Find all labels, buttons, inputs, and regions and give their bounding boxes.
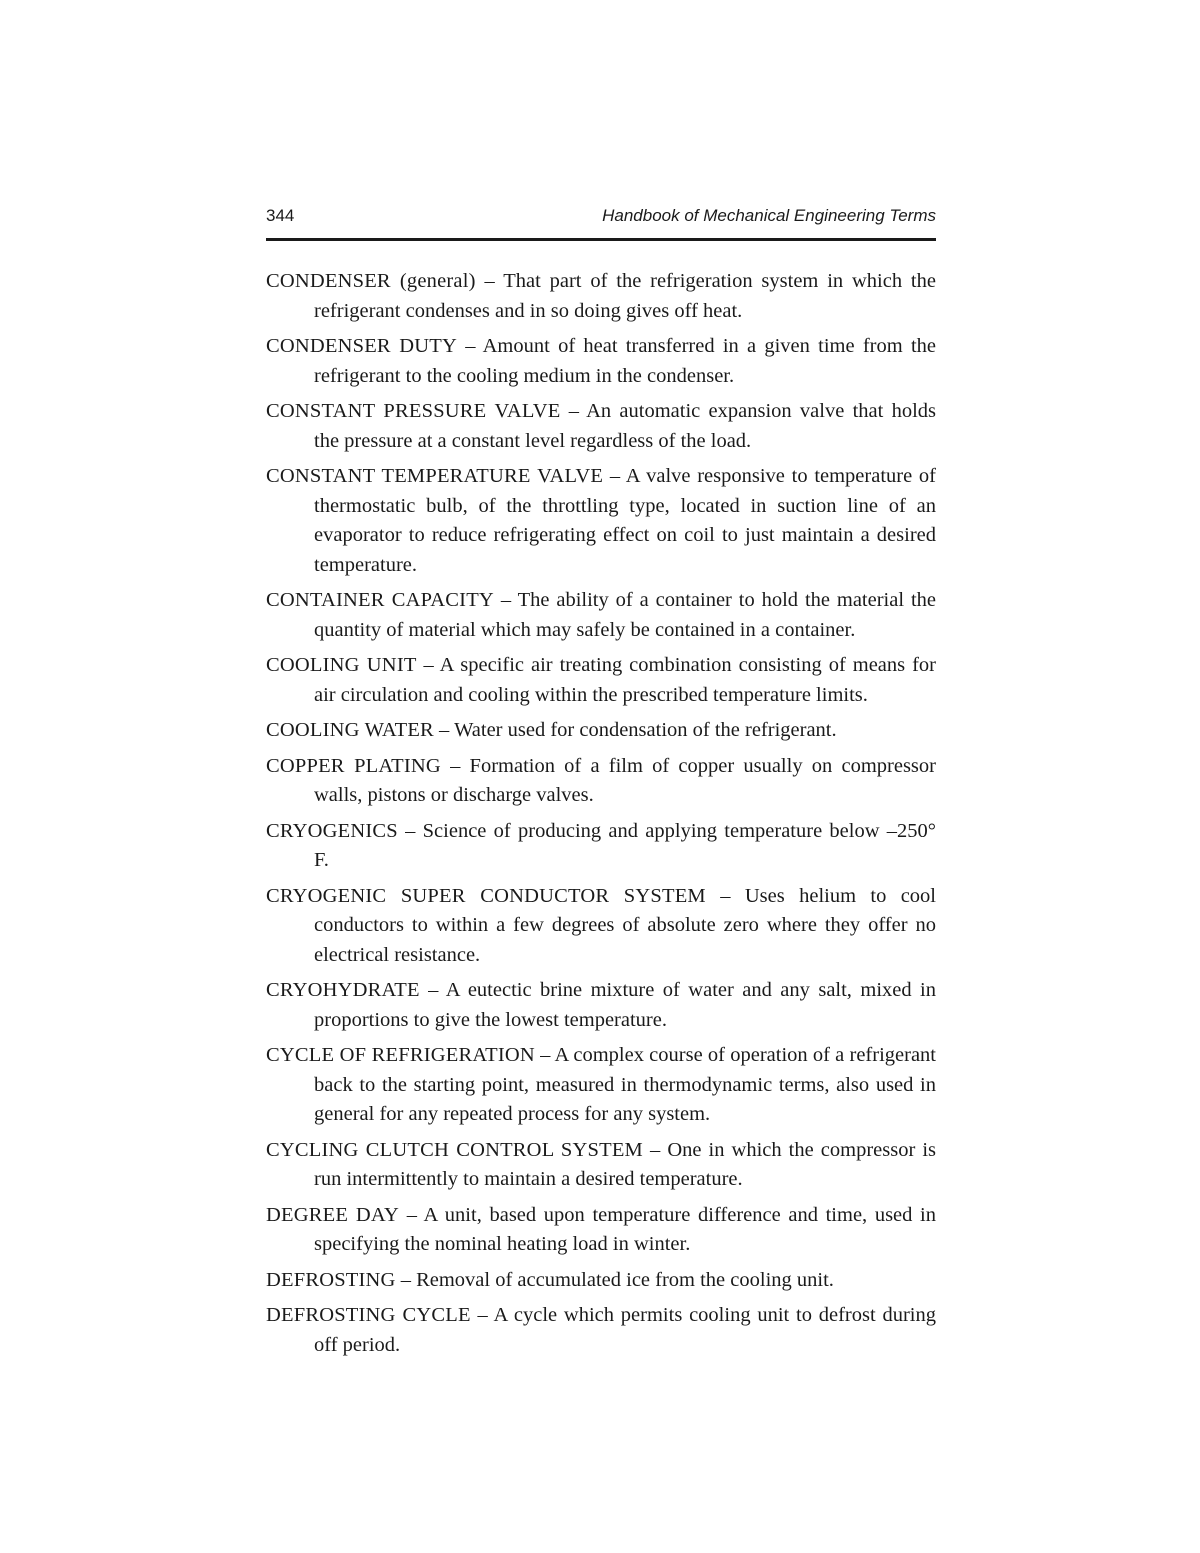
entry-term: CONSTANT TEMPERATURE VALVE [266, 465, 604, 487]
page-number: 344 [266, 206, 295, 225]
glossary-entry [266, 267, 936, 326]
entry-term: DEGREE DAY [266, 1203, 400, 1226]
entry-term: CONDENSER DUTY [266, 335, 457, 357]
entry-separator: – [642, 1138, 668, 1161]
entry-separator: – [397, 819, 423, 842]
entry-term: CYCLING CLUTCH CONTROL SYSTEM [266, 1138, 643, 1161]
entry-separator: – [475, 270, 504, 292]
glossary-entry [266, 397, 936, 456]
entry-definition: The ability of a container to hold the material the quantity of material which may safely be contained in a container. [314, 589, 936, 641]
glossary-entry [266, 976, 936, 1035]
entry-separator: – [457, 335, 483, 357]
book-page [266, 206, 936, 1366]
entry-separator: – [395, 1268, 417, 1291]
glossary-entry [266, 1266, 936, 1296]
glossary-entry [266, 1136, 936, 1195]
entry-separator: – [705, 884, 745, 907]
entry-definition: A eutectic brine mixture of water and any salt, mixed in proportions to give the lowest temperature. [314, 979, 936, 1031]
entry-term: DEFROSTING [266, 1268, 396, 1291]
entry-separator: – [493, 589, 518, 611]
entry-definition: Uses helium to cool conductors to within a few degrees of absolute zero where they offer no electrical resistance. [314, 884, 937, 966]
entry-definition: A valve responsive to temperature of thermostatic bulb, of the throttling type, located in suction line of an evaporator to reduce refrigerating effect on coil to just maintain a desired temperature. [314, 465, 937, 576]
glossary-entry [266, 1301, 936, 1360]
entry-definition: Removal of accumulated ice from the cooling unit. [416, 1268, 834, 1291]
entry-separator: – [416, 654, 440, 676]
glossary-entry [266, 752, 936, 811]
running-header [266, 206, 936, 232]
glossary-entries [266, 267, 936, 1360]
entry-term: CONTAINER CAPACITY [266, 589, 494, 611]
entry-term: COPPER PLATING [266, 754, 441, 777]
entry-term: CONSTANT PRESSURE VALVE [266, 400, 561, 422]
entry-separator: – [419, 979, 446, 1001]
entry-separator: – [534, 1044, 555, 1066]
entry-separator: – [399, 1203, 424, 1226]
glossary-entry [266, 651, 936, 710]
entry-term: CRYOGENICS [266, 819, 398, 842]
glossary-entry [266, 882, 936, 971]
entry-term: CRYOHYDRATE [266, 979, 420, 1001]
entry-definition: A specific air treating combination consisting of means for air circulation and cooling within the prescribed temperature limits. [314, 654, 936, 706]
entry-separator: – [603, 465, 626, 487]
entry-separator: – [560, 400, 587, 422]
entry-term: COOLING WATER [266, 719, 434, 741]
entry-definition: An automatic expansion valve that holds the pressure at a constant level regardless of the load. [314, 400, 937, 452]
entry-definition: Science of producing and applying temperature below –250° F. [314, 819, 937, 871]
entry-separator: – [433, 719, 455, 741]
glossary-entry [266, 1041, 936, 1130]
entry-definition: A unit, based upon temperature difference and time, used in specifying the nominal heating load in winter. [314, 1203, 936, 1255]
glossary-entry [266, 716, 936, 746]
entry-term: DEFROSTING CYCLE [266, 1304, 471, 1326]
glossary-entry [266, 586, 936, 645]
entry-term: COOLING UNIT [266, 654, 417, 676]
entry-definition: A complex course of operation of a refrigerant back to the starting point, measured in thermodynamic terms, also used in general for any repeated process for any system. [314, 1044, 937, 1125]
entry-definition: Water used for condensation of the refrigerant. [454, 719, 837, 741]
glossary-entry [266, 332, 936, 391]
entry-term: CONDENSER (general) [266, 270, 476, 292]
entry-definition: Amount of heat transferred in a given time from the refrigerant to the cooling medium in the condenser. [314, 335, 936, 387]
entry-term: CRYOGENIC SUPER CONDUCTOR SYSTEM [266, 884, 706, 907]
entry-definition: A cycle which permits cooling unit to defrost during off period. [314, 1304, 936, 1356]
glossary-entry [266, 817, 936, 876]
book-title: Handbook of Mechanical Engineering Terms [602, 206, 936, 225]
entry-separator: – [440, 754, 470, 777]
entry-separator: – [470, 1304, 494, 1326]
entry-definition: That part of the refrigeration system in which the refrigerant condenses and in so doing gives off heat. [314, 270, 936, 322]
glossary-entry [266, 462, 936, 580]
header-rule [266, 238, 936, 241]
entry-definition: One in which the compressor is run intermittently to maintain a desired temperature. [314, 1138, 937, 1190]
entry-definition: Formation of a film of copper usually on compressor walls, pistons or discharge valves. [314, 754, 936, 806]
entry-term: CYCLE OF REFRIGERATION [266, 1044, 535, 1066]
glossary-entry [266, 1201, 936, 1260]
